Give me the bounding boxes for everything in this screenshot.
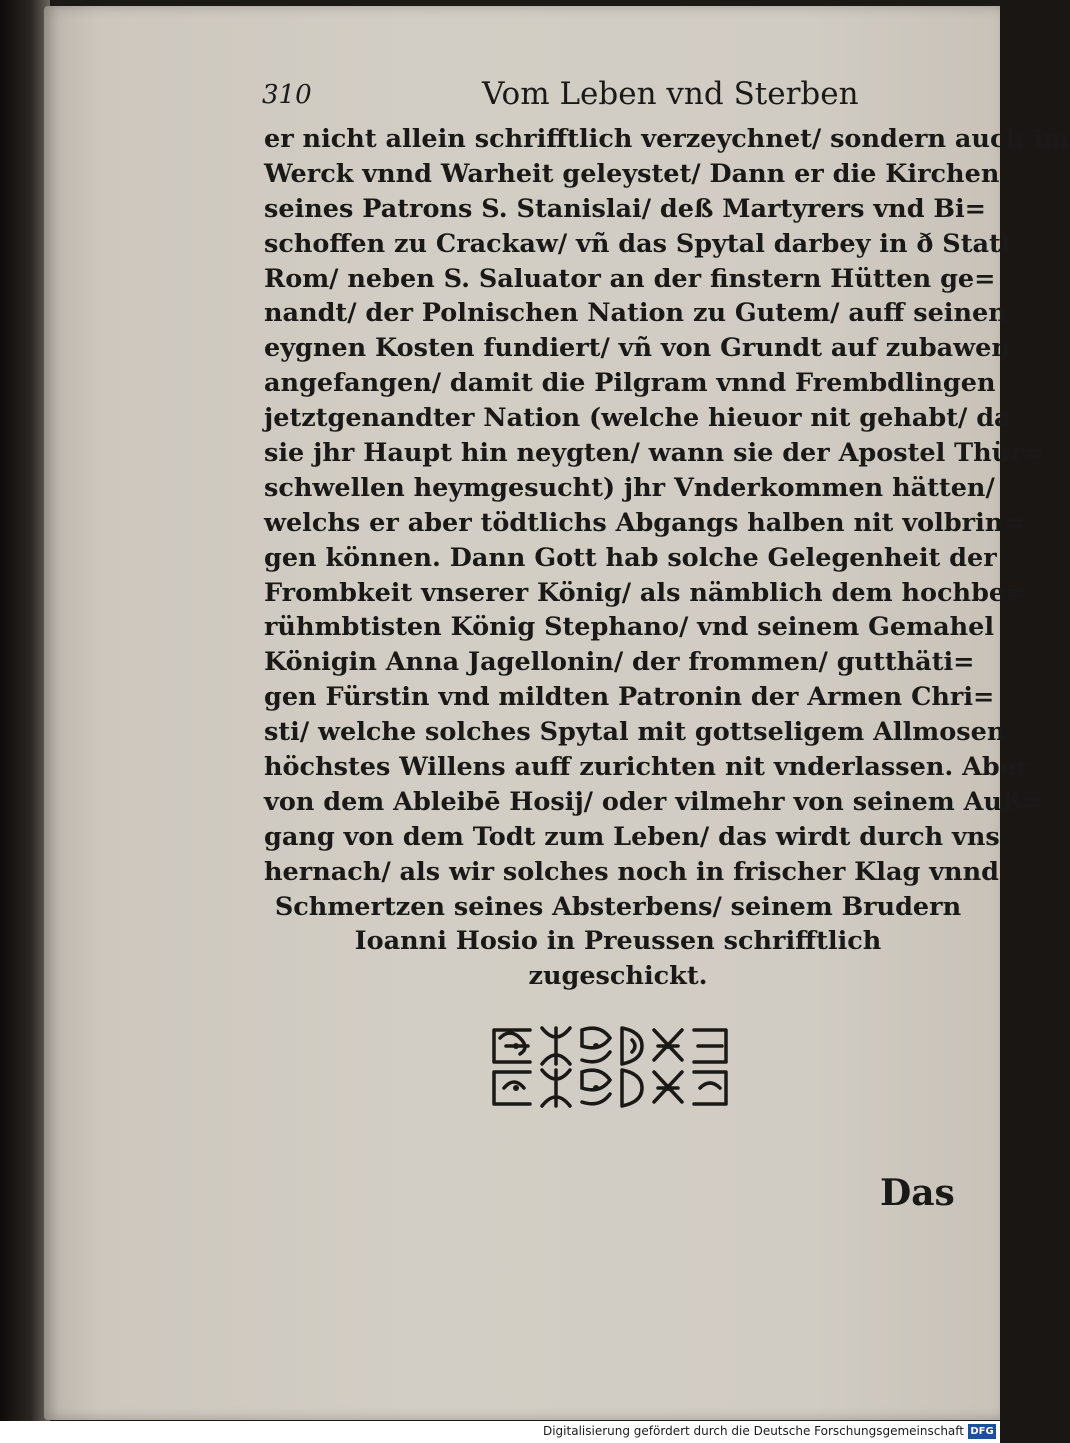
text-line: schoffen zu Crackaw/ vñ das Spytal darbey in ð Statt [264,228,1013,259]
page-number: 310 [262,80,312,110]
text-line: hernach/ als wir solches noch in frischer Klag vnnd [264,856,999,887]
text-line: gen können. Dann Gott hab solche Gelegenheit der [264,542,997,573]
text-line-centered: zugeschickt. [528,961,708,992]
text-line: von dem Ableibē Hosij/ oder vilmehr von seinem Auß= [264,786,1043,817]
text-line: Frombkeit vnserer König/ als nämblich dem hochbe= [264,577,1027,608]
text-line: Königin Anna Jagellonin/ der frommen/ gutthäti= [264,647,975,678]
text-line: jetztgenandter Nation (welche hieuor nit gehabt/ da [264,403,1011,434]
text-line: höchstes Willens auff zurichten nit vnderlassen. Aber [264,752,1030,783]
text-line: rühmbtisten König Stephano/ vnd seinem Gemahel [264,612,995,643]
text-line: sti/ welche solches Spytal mit gottseligem Allmosen [264,717,1006,748]
text-line: schwellen heymgesucht) jhr Vnderkommen hätten/ [264,472,995,503]
text-line: gen Fürstin vnd mildten Patronin der Armen Chri= [264,682,995,713]
text-line-centered: Schmertzen seines Absterbens/ seinem Brudern [274,891,962,922]
catchword: Das [880,1172,955,1214]
text-line: gang von dem Todt zum Leben/ das wirdt durch vns [264,821,1000,852]
body-text [264,122,1070,994]
running-head: Vom Leben vnd Sterben [482,76,859,112]
text-line: welchs er aber tödtlichs Abgangs halben nit volbrin= [264,507,1025,538]
text-line: Werck vnnd Warheit geleystet/ Dann er die Kirchen [264,158,1000,189]
dfg-logo-icon: DFG [968,1424,996,1439]
book-spine-edge [0,0,50,1443]
text-line: eygnen Kosten fundiert/ vñ von Grundt auf zubawen [264,333,1010,364]
text-line: Rom/ neben S. Saluator an der finstern Hütten ge= [264,263,996,294]
text-line: angefangen/ damit die Pilgram vnnd Frembdlingen [264,368,996,399]
page-header [262,72,859,120]
funding-notice: Digitalisierung gefördert durch die Deutsche Forschungsgemeinschaft [542,1424,964,1438]
text-line: nandt/ der Polnischen Nation zu Gutem/ auff seinen [264,298,1007,329]
printer-ornament-icon [486,1020,734,1112]
text-line: sie jhr Haupt hin neygten/ wann sie der Apostel Thür= [264,438,1045,469]
text-line: er nicht allein schrifftlich verzeychnet/ sondern auch im [264,124,1070,154]
footer-bar [0,1421,1000,1443]
text-line-centered: Ioanni Hosio in Preussen schrifftlich [354,926,882,957]
text-line: seines Patrons S. Stanislai/ deß Martyrers vnd Bi= [264,193,987,224]
